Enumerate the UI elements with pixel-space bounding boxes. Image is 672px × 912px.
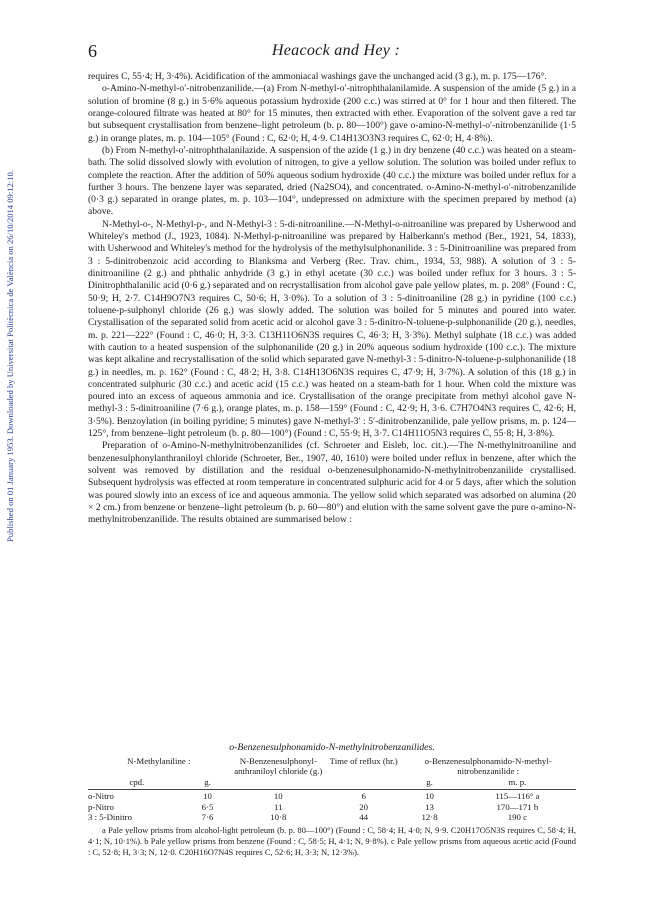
cell-cpd: p-Nitro xyxy=(88,801,114,812)
article-body xyxy=(88,71,576,527)
header-cpd: cpd. xyxy=(129,776,145,787)
table-title: o-Benzenesulphonamido-N-methylnitrobenzanilides. xyxy=(229,742,435,753)
page-header xyxy=(88,41,584,61)
cell-time: 44 xyxy=(359,812,369,823)
header-product: o-Benzenesulphonamido-N-methyl-nitrobenzanilide : xyxy=(424,756,552,777)
download-notice xyxy=(2,96,18,616)
cell-chloride: 10·8 xyxy=(270,812,287,823)
results-table-block xyxy=(88,742,576,857)
header-mp: m. p. xyxy=(508,776,527,787)
paragraph: o-Amino-N-methyl-o′-nitrobenzanilide.—(a) From N-methyl-o′-nitrophthalanilamide. A suspension of the amide (5 g.) in a solution of bromine (8 g.) in 5·6% aqueous potassium hydroxide (200 c.c.) was stirred at 0° for 1 hour and then filtered. The orange-coloured filtrate was heated at 80° for 15 minutes, then extracted with ether. Evaporation of the solvent gave a red tar but subsequent crystallisation from benzene–light petroleum (b. p. 80—100°) gave o-amino-N-methyl-o′-nitrobenzanilide (1·5 g.) in orange plates, m. p. 104—105° (Found : C, 62·0; H, 4·9. C14H13O3N3 requires C, 62·0; H, 4·8%). xyxy=(88,83,576,144)
header-methylaniline: N-Methylaniline : xyxy=(127,756,191,766)
cell-yield: 12·8 xyxy=(421,812,438,823)
cell-mp: 170—171 b xyxy=(496,801,539,812)
table-footnotes: a Pale yellow prisms from alcohol-light petroleum (b. p. 80—100°) (Found : C, 58·4; H, 4·0; N, 9·9. C20H17O5N3S requires C, 58·4; H, 4·1; N, 10·1%). b Pale yellow prisms from benzene (Found : C, 58·5; H, 4·1; N, 9·8%). c Pale yellow prisms from aqueous acetic acid (Found : C, 52·8; H, 3·3; N, 12·0. C20H16O7N4S requires C, 52·6; H, 3·3; N, 12·3%). xyxy=(88,825,576,857)
page-number: 6 xyxy=(88,41,97,61)
paragraph: requires C, 55·4; H, 3·4%). Acidification of the ammoniacal washings gave the unchanged acid (3 g.), m. p. 175—176°. xyxy=(88,71,547,82)
cell-g: 10 xyxy=(203,791,212,802)
cell-yield: 13 xyxy=(425,801,434,812)
paragraph: N-Methyl-o-, N-Methyl-p-, and N-Methyl-3 : 5-di-nitroaniline.—N-Methyl-o-nitroaniline was prepared by Usherwood and Whiteley's method (J., 1923, 1084). N-Methyl-p-nitroaniline was prepared by Halberkann's method (Ber., 1921, 54, 1833), with Usherwood and Whiteley's method for the hydrolysis of the methylsulphonanilide. 3 : 5-Dinitroaniline was prepared from 3 : 5-dinitrobenzoic acid according to Blanksma and Verberg (Rec. Trav. chim., 1934, 53, 988). A solution of 3 : 5-dinitroaniline (2 g.) and phthalic anhydride (3 g.) in ethyl acetate (30 c.c.) was boiled under reflux for 3 hours. 3 : 5-Dinitrophthalanilic acid (0·6 g.) separated and on recrystallisation from alcohol gave pale yellow plates, m. p. 208° (Found : C, 50·9; H, 2·7. C14H9O7N3 requires C, 50·6; H, 3·0%). To a solution of 3 : 5-dinitroaniline (28 g.) in pyridine (100 c.c.) toluene-p-sulphonyl chloride (26 g.) was slowly added. The solution was boiled for 5 minutes and poured into water. Crystallisation of the separated solid from acetic acid or alcohol gave 3 : 5-dinitro-N-toluene-p-sulphonanilide (20 g.), needles, m. p. 221—222° (Found : C, 46·0; H, 3·3. C13H11O6N3S requires C, 46·3; H, 3·3%). Methyl sulphate (18 c.c.) was added with caution to a heated suspension of the sulphonanilide (20 g.) in 20% aqueous sodium hydroxide (100 c.c.). The mixture was kept alkaline and recrystallisation of the solid which separated gave N-methyl-3 : 5-dinitro-N-toluene-p-sulphonanilide (18 g.) in needles, m. p. 162° (Found : C, 48·2; H, 3·8. C14H13O6N3S requires C, 47·9; H, 3·7%). A solution of this (18 g.) in concentrated sulphuric (30 c.c.) and acetic acid (15 c.c.) was heated on a steam-bath for 1 hour. When cold the mixture was poured into an excess of aqueous ammonia and ice. Crystallisation of the orange precipitate from methyl alcohol gave N-methyl-3 : 5-dinitroaniline (7·6 g.), orange plates, m. p. 158—159° (Found : C, 42·9; H, 3·6. C7H7O4N3 requires C, 42·6; H, 3·5%). Benzoylation (in boiling pyridine; 5 minutes) gave N-methyl-3′ : 5′-dinitrobenzanilide, pale yellow prisms, m. p. 124—125°, from benzene–light petroleum (b. p. 80—100°) (Found : C, 55·9; H, 3·7. C14H11O5N3 requires C, 55·8; H, 3·8%). xyxy=(88,218,576,440)
cell-cpd: 3 : 5-Dinitro xyxy=(88,812,132,823)
header-time: Time of reflux (hr.) xyxy=(329,756,398,766)
cell-g: 7·6 xyxy=(201,812,214,823)
header-g: g. xyxy=(204,776,211,787)
running-title: Heacock and Hey : xyxy=(271,42,401,59)
cell-time: 20 xyxy=(359,801,369,812)
cell-time: 6 xyxy=(361,791,366,802)
cell-mp: 190 c xyxy=(507,812,528,823)
cell-yield: 10 xyxy=(425,791,434,802)
header-chloride: N-Benzenesulphonyl-anthraniloyl chloride (g.) xyxy=(234,756,323,777)
table-row xyxy=(88,802,576,812)
download-notice-text: Published on 01 January 1953. Downloaded by Universitat Politècnica de València on 26/10/2014 09:12:10. xyxy=(5,170,15,542)
paragraph: (b) From N-methyl-o′-nitrophthalanilazide. A suspension of the azide (1 g.) in dry benzene (40 c.c.) was heated on a steam-bath. The solid dissolved slowly with evolution of nitrogen, to give a yellow solution. The solution was boiled under reflux to complete the reaction. After the addition of 50% aqueous sodium hydroxide (40 c.c.) the mixture was boiled under reflux for a further 3 hours. The benzene layer was separated, dried (Na2SO4), and concentrated. o-Amino-N-methyl-o′-nitrobenzanilide (0·3 g.) separated in orange plates, m. p. 103—104°, undepressed on admixture with the specimen prepared by method (a) above. xyxy=(88,144,576,218)
paragraph: Preparation of o-Amino-N-methylnitrobenzanilides (cf. Schroeter and Eisleb, loc. cit.).—The N-methylnitroaniline and benzenesulphonylanthraniloyl chloride (Schroeter, Ber., 1907, 40, 1610) were boiled under reflux in benzene, after which the solvent was removed by distillation and the residual o-benzenesulphonamido-N-methylnitrobenzanilide crystallised. Subsequent hydrolysis was effected at room temperature in concentrated sulphuric acid for 4 or 5 days, after which the solution was poured slowly into an excess of ice and aqueous ammonia. The yellow solid which separated was adsorbed on alumina (20 × 2 cm.) from benzene or benzene–light petroleum (b. p. 60—80°) and elution with the same solvent gave the pure o-amino-N-methylnitrobenzanilide. The results obtained are summarised below : xyxy=(88,440,576,526)
cell-chloride: 10 xyxy=(273,791,283,802)
table-row xyxy=(88,812,576,822)
table-subheader-row xyxy=(88,777,576,787)
cell-chloride: 11 xyxy=(274,801,283,812)
cell-g: 6·5 xyxy=(201,801,214,812)
cell-mp: 115—116° a xyxy=(495,791,540,802)
cell-cpd: o-Nitro xyxy=(88,791,114,802)
header-yield-g: g. xyxy=(426,776,433,787)
results-table xyxy=(88,756,576,822)
table-header-row xyxy=(88,756,576,777)
table-row xyxy=(88,791,576,801)
